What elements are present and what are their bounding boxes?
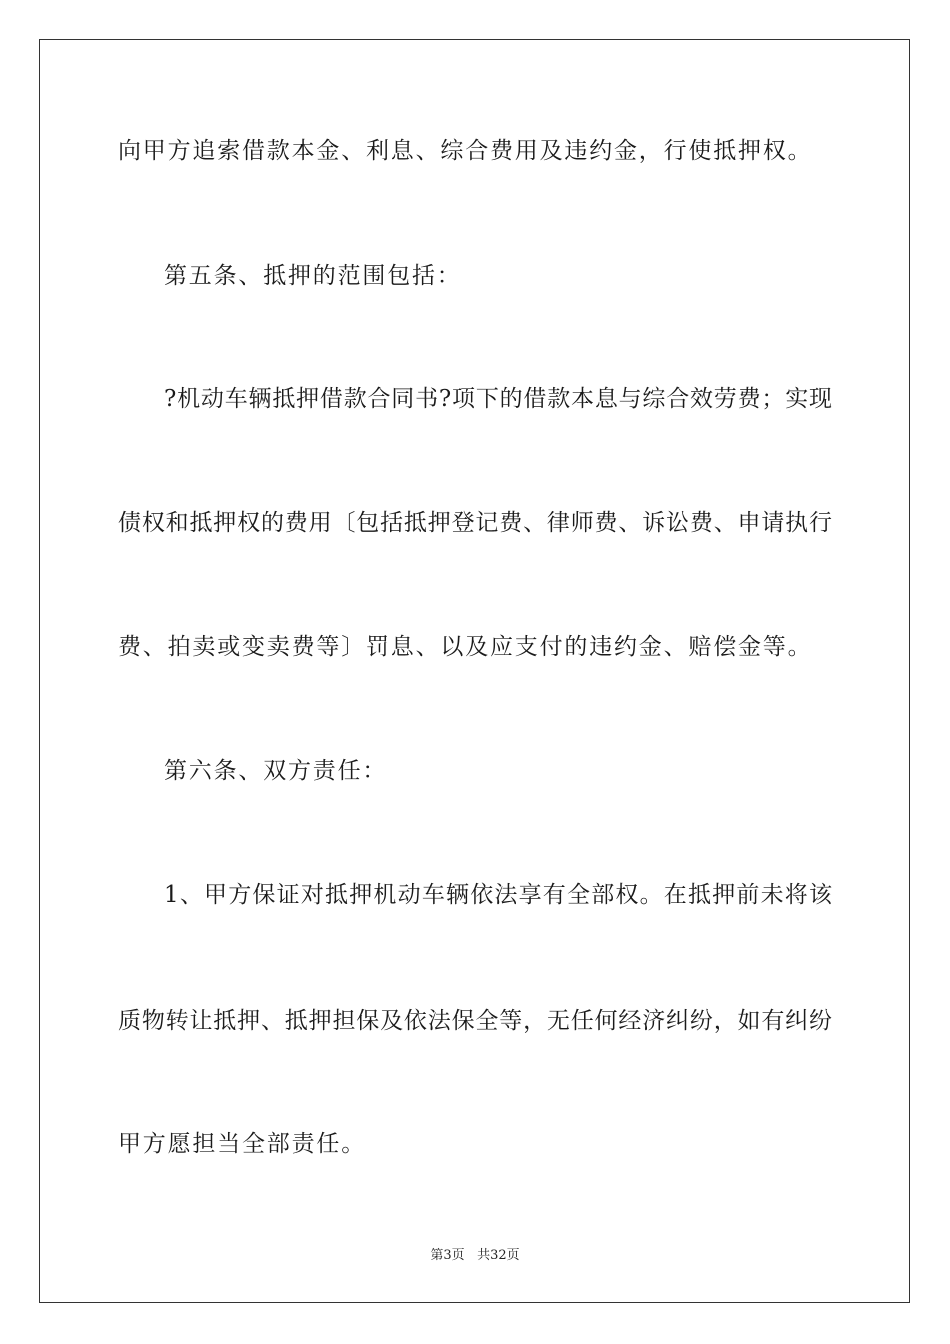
- page-number: 第3页: [430, 1248, 465, 1263]
- page-total: 共32页: [477, 1248, 520, 1263]
- paragraph-line-5: 费、拍卖或变卖费等〕罚息、以及应支付的违约金、赔偿金等。: [118, 634, 813, 660]
- paragraph-line-1: 向甲方追索借款本金、利息、综合费用及违约金，行使抵押权。: [118, 138, 813, 164]
- page-border: [39, 39, 910, 1303]
- article-5-heading: 第五条、抵押的范围包括：: [164, 263, 462, 289]
- paragraph-line-9: 甲方愿担当全部责任。: [118, 1131, 366, 1157]
- paragraph-line-4: 债权和抵押权的费用〔包括抵押登记费、律师费、诉讼费、申请执行: [118, 510, 832, 536]
- paragraph-line-3: ?机动车辆抵押借款合同书?项下的借款本息与综合效劳费；实现: [164, 386, 832, 412]
- page-footer: [0, 1247, 950, 1265]
- paragraph-line-8: 质物转让抵押、抵押担保及依法保全等，无任何经济纠纷，如有纠纷: [118, 1008, 832, 1034]
- article-6-heading: 第六条、双方责任：: [164, 758, 388, 784]
- paragraph-line-7: 1、甲方保证对抵押机动车辆依法享有全部权。在抵押前未将该: [164, 882, 832, 908]
